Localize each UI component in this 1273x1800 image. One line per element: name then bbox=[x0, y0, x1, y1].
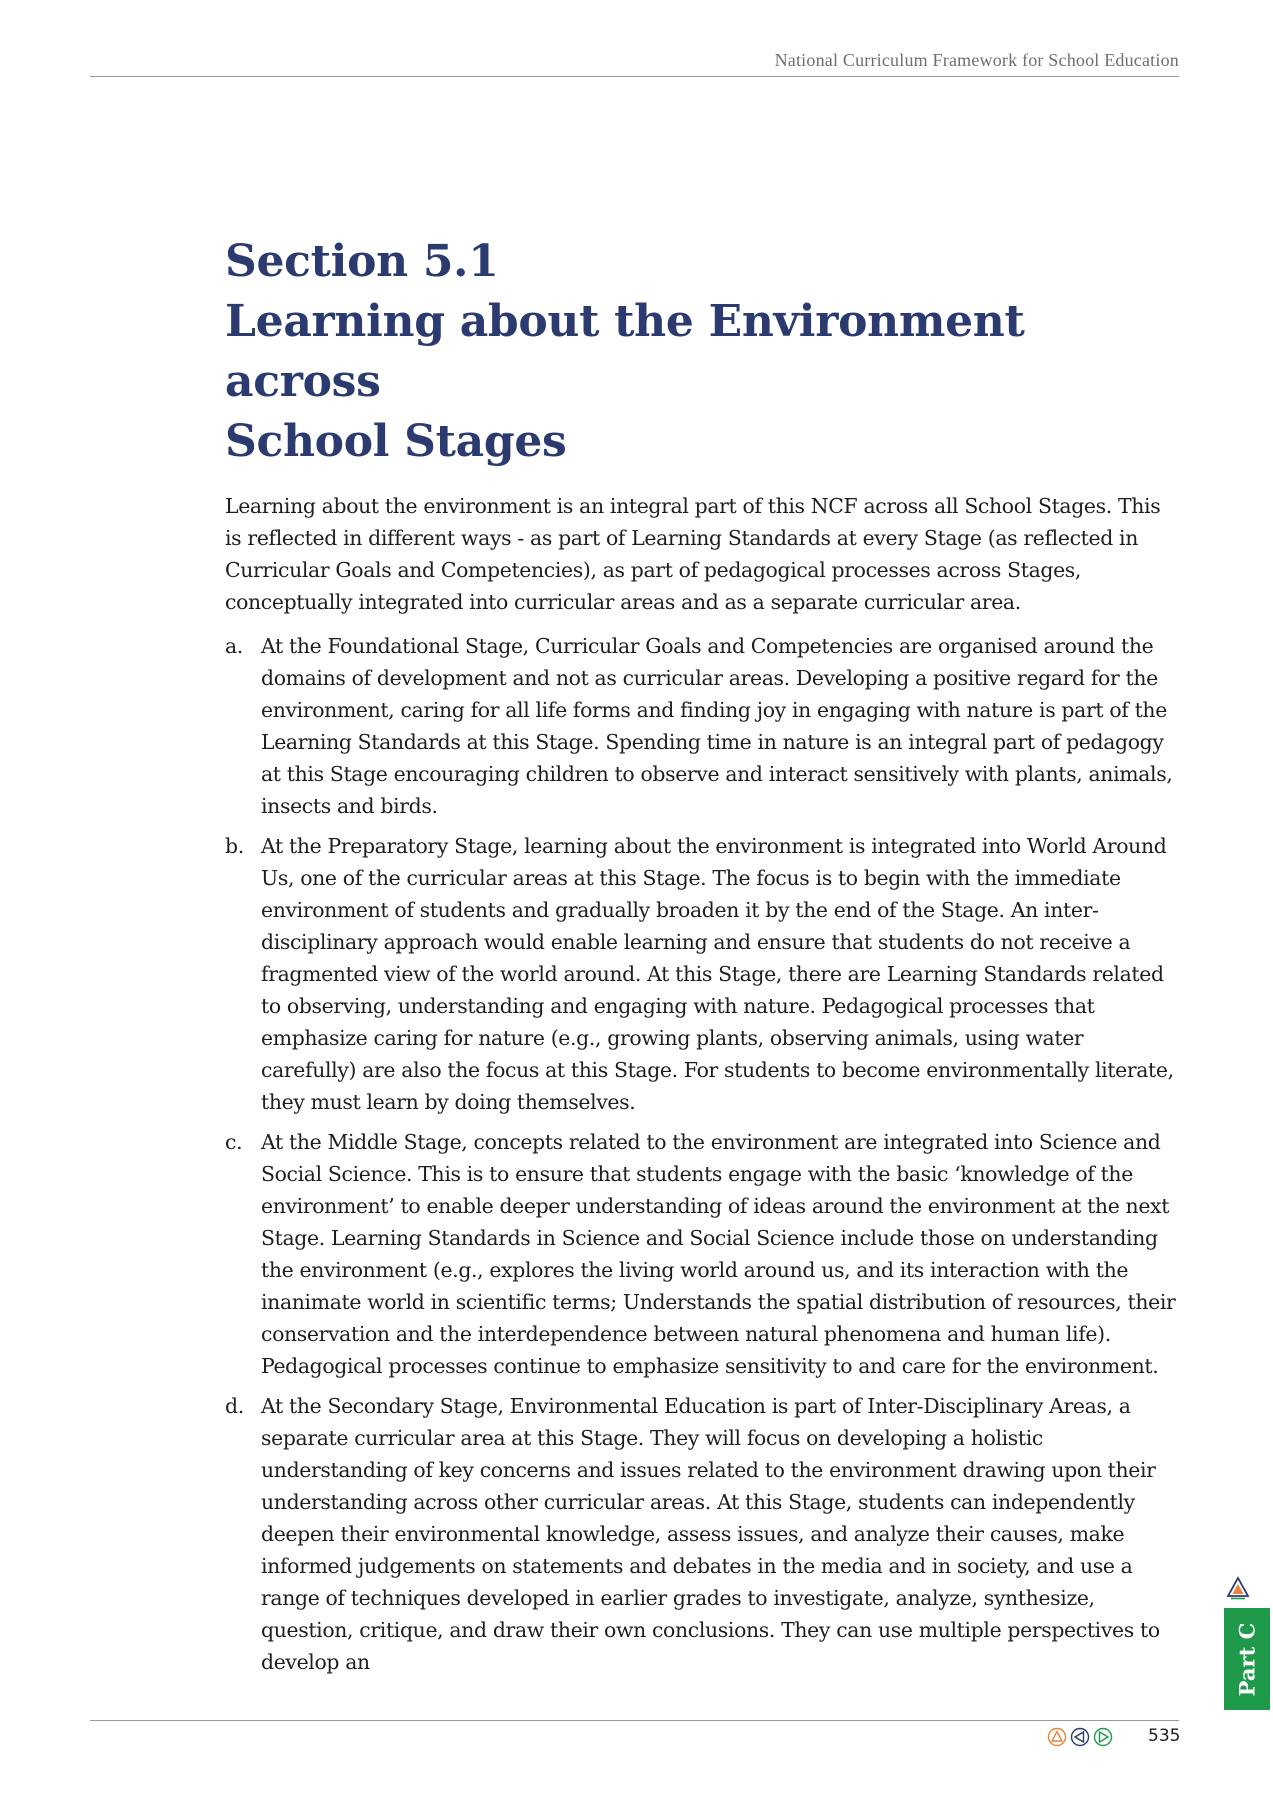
intro-paragraph: Learning about the environment is an integral part of this NCF across all School Stages. This is reflected in different ways - as part of Learning Standards at every Stage (as reflected in Curricular Goals and Competencies), as part of pedagogical processes across Stages, conceptually integrated into curricular areas and as a separate curricular area. bbox=[225, 494, 1161, 614]
ncf-logo-icon bbox=[1226, 1576, 1250, 1600]
page-content bbox=[225, 232, 1180, 1686]
footer-nav bbox=[1047, 1727, 1113, 1747]
header-rule bbox=[90, 76, 1179, 77]
section-title-line-1: Learning about the Environment across bbox=[225, 296, 1025, 407]
section-heading bbox=[225, 232, 1180, 472]
list-item bbox=[225, 630, 1180, 822]
previous-page-icon[interactable] bbox=[1070, 1727, 1090, 1747]
list-item-text: At the Secondary Stage, Environmental Education is part of Inter-Disciplinary Areas, a separate curricular area at this Stage. They will focus on developing a holistic understanding of key concerns and issues related to the environment drawing upon their understanding across other curricular areas. At this Stage, students can independently deepen their environmental knowledge, assess issues, and analyze their causes, make informed judgements on statements and debates in the media and in society, and use a range of techniques developed in earlier grades to investigate, analyze, synthesize, question, critique, and draw their own conclusions. They can use multiple perspectives to develop an bbox=[261, 1394, 1160, 1674]
list-item-marker: b. bbox=[225, 834, 244, 858]
list-item bbox=[225, 830, 1180, 1118]
list-item bbox=[225, 1390, 1180, 1678]
stage-list bbox=[225, 630, 1180, 1678]
list-item-marker: c. bbox=[225, 1130, 243, 1154]
page-number: 535 bbox=[1148, 1726, 1181, 1746]
list-item-text: At the Preparatory Stage, learning about the environment is integrated into World Around Us, one of the curricular areas at this Stage. The focus is to begin with the immediate environment of students and gradually broaden it by the end of the Stage. An inter-disciplinary approach would enable learning and ensure that students do not receive a fragmented view of the world around. At this Stage, there are Learning Standards related to observing, understanding and engaging with nature. Pedagogical processes that emphasize caring for nature (e.g., growing plants, observing animals, using water carefully) are also the focus at this Stage. For students to become environmentally literate, they must learn by doing themselves. bbox=[261, 834, 1174, 1114]
next-page-icon[interactable] bbox=[1093, 1727, 1113, 1747]
list-item-text: At the Middle Stage, concepts related to the environment are integrated into Science and Social Science. This is to ensure that students engage with the basic ‘knowledge of the environment’ to enable deeper understanding of ideas around the environment at the next Stage. Learning Standards in Science and Social Science include those on understanding the environment (e.g., explores the living world around us, and its interaction with the inanimate world in scientific terms; Understands the spatial distribution of resources, their conservation and the interdependence between natural phenomena and human life). Pedagogical processes continue to emphasize sensitivity to and care for the environment. bbox=[261, 1130, 1176, 1378]
home-icon[interactable] bbox=[1047, 1727, 1067, 1747]
part-tab[interactable] bbox=[1224, 1608, 1270, 1710]
list-item-marker: d. bbox=[225, 1394, 244, 1418]
list-item-marker: a. bbox=[225, 634, 243, 658]
footer-rule bbox=[90, 1720, 1179, 1721]
list-item bbox=[225, 1126, 1180, 1382]
running-header: National Curriculum Framework for School Education bbox=[774, 50, 1179, 70]
list-item-text: At the Foundational Stage, Curricular Goals and Competencies are organised around the domains of development and not as curricular areas. Developing a positive regard for the environment, caring for all life forms and finding joy in engaging with nature is part of the Learning Standards at this Stage. Spending time in nature is an integral part of pedagogy at this Stage encouraging children to observe and interact sensitively with plants, animals, insects and birds. bbox=[261, 634, 1173, 818]
part-tab-label: Part C bbox=[1234, 1622, 1260, 1696]
section-title-line-2: School Stages bbox=[225, 416, 567, 467]
section-number: Section 5.1 bbox=[225, 236, 499, 287]
